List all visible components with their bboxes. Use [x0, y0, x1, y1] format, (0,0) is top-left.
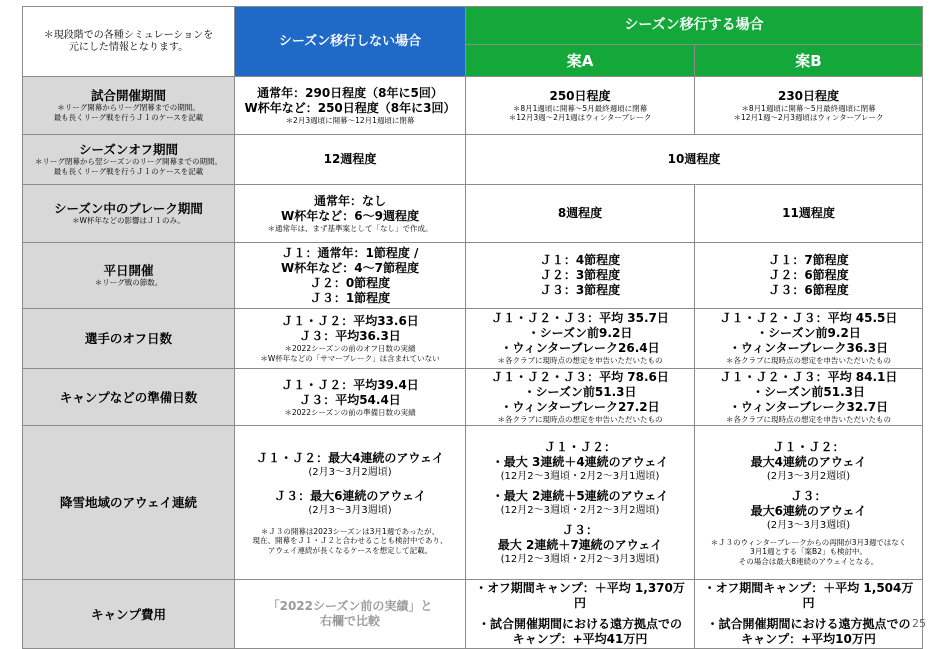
cell-plan-b: 230日程度 ＊8月1週頃に開幕〜5月最終週頃に閉幕 ＊12月1週〜2月3週頃はウィンターブレーク — [695, 77, 923, 135]
disclaimer-note — [23, 7, 235, 77]
cell-plan-b: ・オフ期間キャンプ：＋平均 1,504万円 ・試合開催期間における遠方拠点での キャンプ：+平均10万円 — [695, 580, 923, 649]
row-camp-cost — [23, 580, 923, 649]
cell-plan-a: Ｊ１・Ｊ２・Ｊ３：平均 78.6日 ・シーズン前51.3日 ・ウィンターブレーク27.2日 ＊各クラブに現時点の想定を申告いただいたもの — [466, 369, 695, 426]
row-snow-away-streak — [23, 426, 923, 580]
row-label: シーズン中のブレーク期間 ＊W杯年などの影響はＪ１のみ。 — [23, 185, 235, 243]
disclaimer-line-2: 元にした情報となります。 — [68, 41, 189, 53]
cell-no-transition: 12週程度 — [235, 135, 466, 185]
cell-plan-a: 8週程度 — [466, 185, 695, 243]
cell-plan-a: 250日程度 ＊8月1週頃に開幕〜5月最終週頃に閉幕 ＊12月3週〜2月1週はウィンターブレーク — [466, 77, 695, 135]
cell-plan-b: Ｊ１・Ｊ２・Ｊ３：平均 84.1日 ・シーズン前51.3日 ・ウィンターブレーク32.7日 ＊各クラブに現時点の想定を申告いただいたもの — [695, 369, 923, 426]
row-camp-prep-days — [23, 369, 923, 426]
row-offseason — [23, 135, 923, 185]
cell-no-transition: 「2022シーズン前の実績」と 右欄で比較 — [235, 580, 466, 649]
cell-plan-a: Ｊ１：4節程度 Ｊ２：3節程度 Ｊ３：3節程度 — [466, 243, 695, 309]
cell-no-transition: Ｊ１：通常年：1節程度 / W杯年など：4〜7節程度 Ｊ２：0節程度 Ｊ３：1節程度 — [235, 243, 466, 309]
cell-plan-b: Ｊ１：7節程度 Ｊ２：6節程度 Ｊ３：6節程度 — [695, 243, 923, 309]
header-transition: シーズン移行する場合 — [466, 7, 923, 45]
row-midseason-break — [23, 185, 923, 243]
cell-plan-b: 11週程度 — [695, 185, 923, 243]
cell-no-transition: 通常年：290日程度（8年に5回） W杯年など：250日程度（8年に3回） ＊2月3週頃に開幕〜12月1週頃に閉幕 — [235, 77, 466, 135]
cell-plan-b: Ｊ１・Ｊ２・Ｊ３：平均 45.5日 ・シーズン前9.2日 ・ウィンターブレーク36.3日 ＊各クラブに現時点の想定を申告いただいたもの — [695, 309, 923, 369]
row-label: 平日開催 ＊リーグ戦の節数。 — [23, 243, 235, 309]
cell-no-transition: 通常年：なし W杯年など：6〜9週程度 ＊通常年は、まず基準案として「なし」で作成。 — [235, 185, 466, 243]
row-label: キャンプ費用 — [23, 580, 235, 649]
row-label: 試合開催期間 ＊リーグ開幕からリーグ閉幕までの期間。 最も長くリーグ戦を行うＪ１のケースを記載 — [23, 77, 235, 135]
row-label: シーズンオフ期間 ＊リーグ閉幕から翌シーズンのリーグ開幕までの期間。 最も長くリーグ戦を行うＪ１のケースを記載 — [23, 135, 235, 185]
cell-plan-b: Ｊ１・Ｊ２： 最大4連続のアウェイ (2月3〜3月2週頃) Ｊ３： 最大6連続のアウェイ (2月3〜3月3週頃) ＊Ｊ３のウィンターブレークからの再開が3月3週ではなく 3月1週とする「案B2」も検討中。 その場合は最大8連続のアウェイとなる。 — [695, 426, 923, 580]
cell-plan-a: ・オフ期間キャンプ：＋平均 1,370万円 ・試合開催期間における遠方拠点での キャンプ：+平均41万円 — [466, 580, 695, 649]
cell-no-transition: Ｊ１・Ｊ２：最大4連続のアウェイ (2月3〜3月2週頃) Ｊ３：最大6連続のアウェイ (2月3〜3月3週頃) ＊Ｊ３の開幕は2023シーズンは3月1週であったが、 現在、開幕をＪ１・Ｊ２と合わせることも検討中であり、 アウェイ連続が長くなるケースを想定して記載。 — [235, 426, 466, 580]
disclaimer-line-1: ＊現段階での各種シミュレーションを — [43, 29, 214, 41]
header-plan-a: 案A — [466, 45, 695, 77]
cell-plan-a: Ｊ１・Ｊ２： ・最大 3連続＋4連続のアウェイ (12月2〜3週頃・2月2〜3月1週頃) ・最大 2連続＋5連続のアウェイ (12月2〜3週頃・2月2〜3月2週頃) Ｊ３： 最大 2連続＋7連続のアウェイ (12月2〜3週頃・2月2〜3月3週頃) — [466, 426, 695, 580]
row-match-period — [23, 77, 923, 135]
row-player-off-days — [23, 309, 923, 369]
cell-no-transition: Ｊ１・Ｊ２：平均33.6日 Ｊ３：平均36.3日 ＊2022シーズンの前のオフ日数の実績 ＊W杯年などの「サマーブレーク」は含まれていない — [235, 309, 466, 369]
cell-no-transition: Ｊ１・Ｊ２：平均39.4日 Ｊ３：平均54.4日 ＊2022シーズンの前の準備日数の実績 — [235, 369, 466, 426]
comparison-table — [22, 6, 923, 649]
row-label: 選手のオフ日数 — [23, 309, 235, 369]
cell-plan-a: Ｊ１・Ｊ２・Ｊ３：平均 35.7日 ・シーズン前9.2日 ・ウィンターブレーク26.4日 ＊各クラブに現時点の想定を申告いただいたもの — [466, 309, 695, 369]
row-label: 降雪地域のアウェイ連続 — [23, 426, 235, 580]
page-number: 25 — [912, 617, 926, 630]
cell-transition: 10週程度 — [466, 135, 923, 185]
header-plan-b: 案B — [695, 45, 923, 77]
row-weekday-matches — [23, 243, 923, 309]
row-label: キャンプなどの準備日数 — [23, 369, 235, 426]
header-no-transition: シーズン移行しない場合 — [235, 7, 466, 77]
